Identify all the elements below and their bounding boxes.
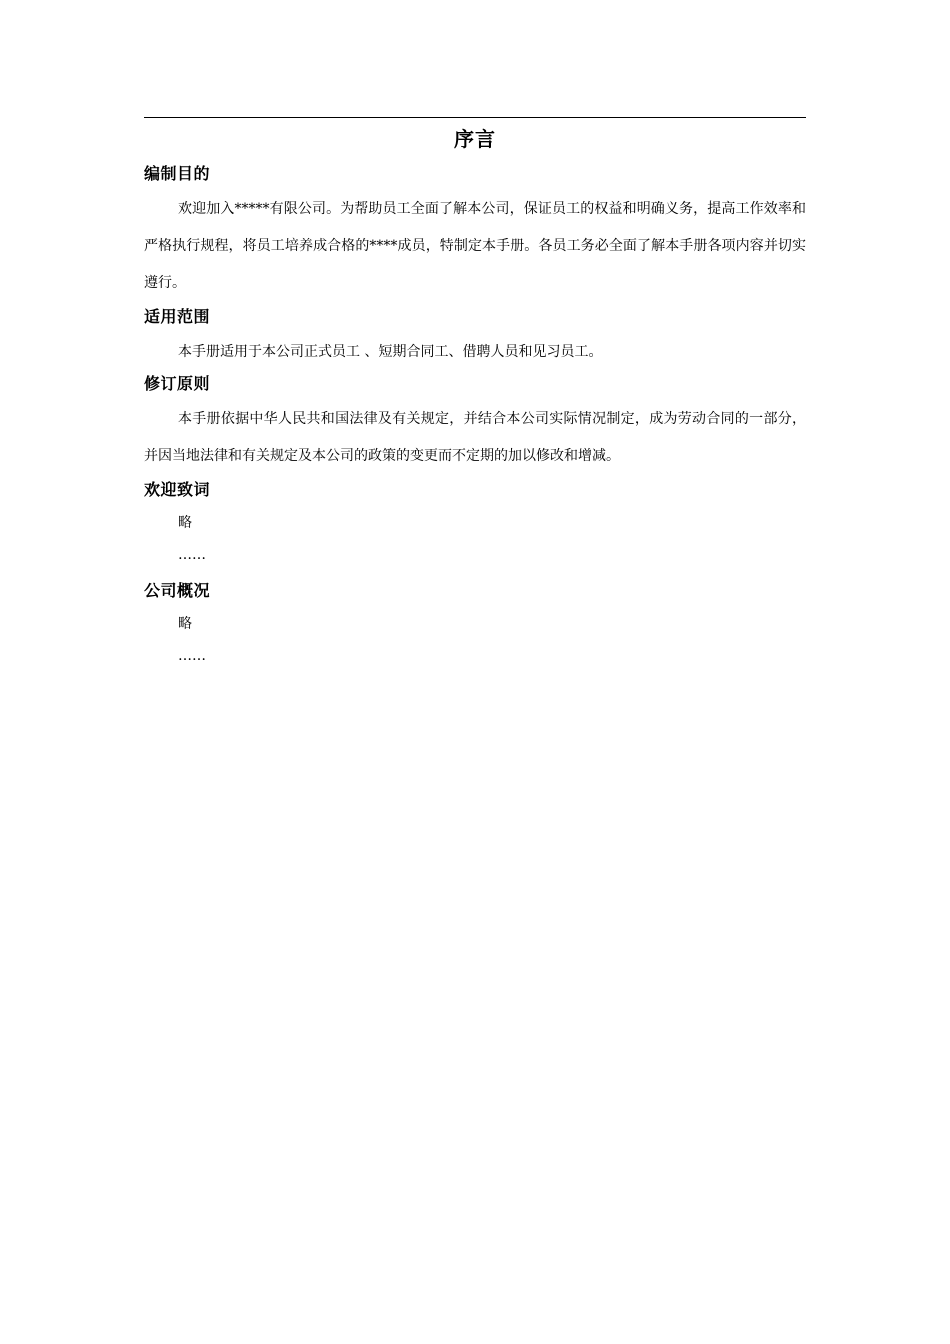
section-line-welcome-1: 略 [178,515,192,531]
section-paragraph-revision: 本手册依据中华人民共和国法律及有关规定，并结合本公司实际情况制定，成为劳动合同的一部分，并因当地法律和有关规定及本公司的政策的变更而不定期的加以修改和增减。 [144,411,806,464]
section-heading-overview: 公司概况 [144,581,211,600]
section-paragraph-scope: 本手册适用于本公司正式员工 、短期合同工、借聘人员和见习员工。 [178,344,603,360]
section-heading-revision: 修订原则 [144,374,211,393]
section-heading-purpose: 编制目的 [144,164,211,183]
section-line-welcome-2: …… [178,547,206,563]
document-title: 序言 [454,127,496,151]
section-line-overview-1: 略 [178,616,192,632]
header-rule [144,117,806,118]
section-paragraph-purpose: 欢迎加入*****有限公司。为帮助员工全面了解本公司，保证员工的权益和明确义务，提高工作效率和严格执行规程，将员工培养成合格的****成员，特制定本手册。各员工务必全面了解本手册各项内容并切实遵行。 [144,201,806,291]
section-heading-scope: 适用范围 [144,307,211,326]
section-line-overview-2: …… [178,648,206,664]
section-heading-welcome: 欢迎致词 [144,480,211,499]
